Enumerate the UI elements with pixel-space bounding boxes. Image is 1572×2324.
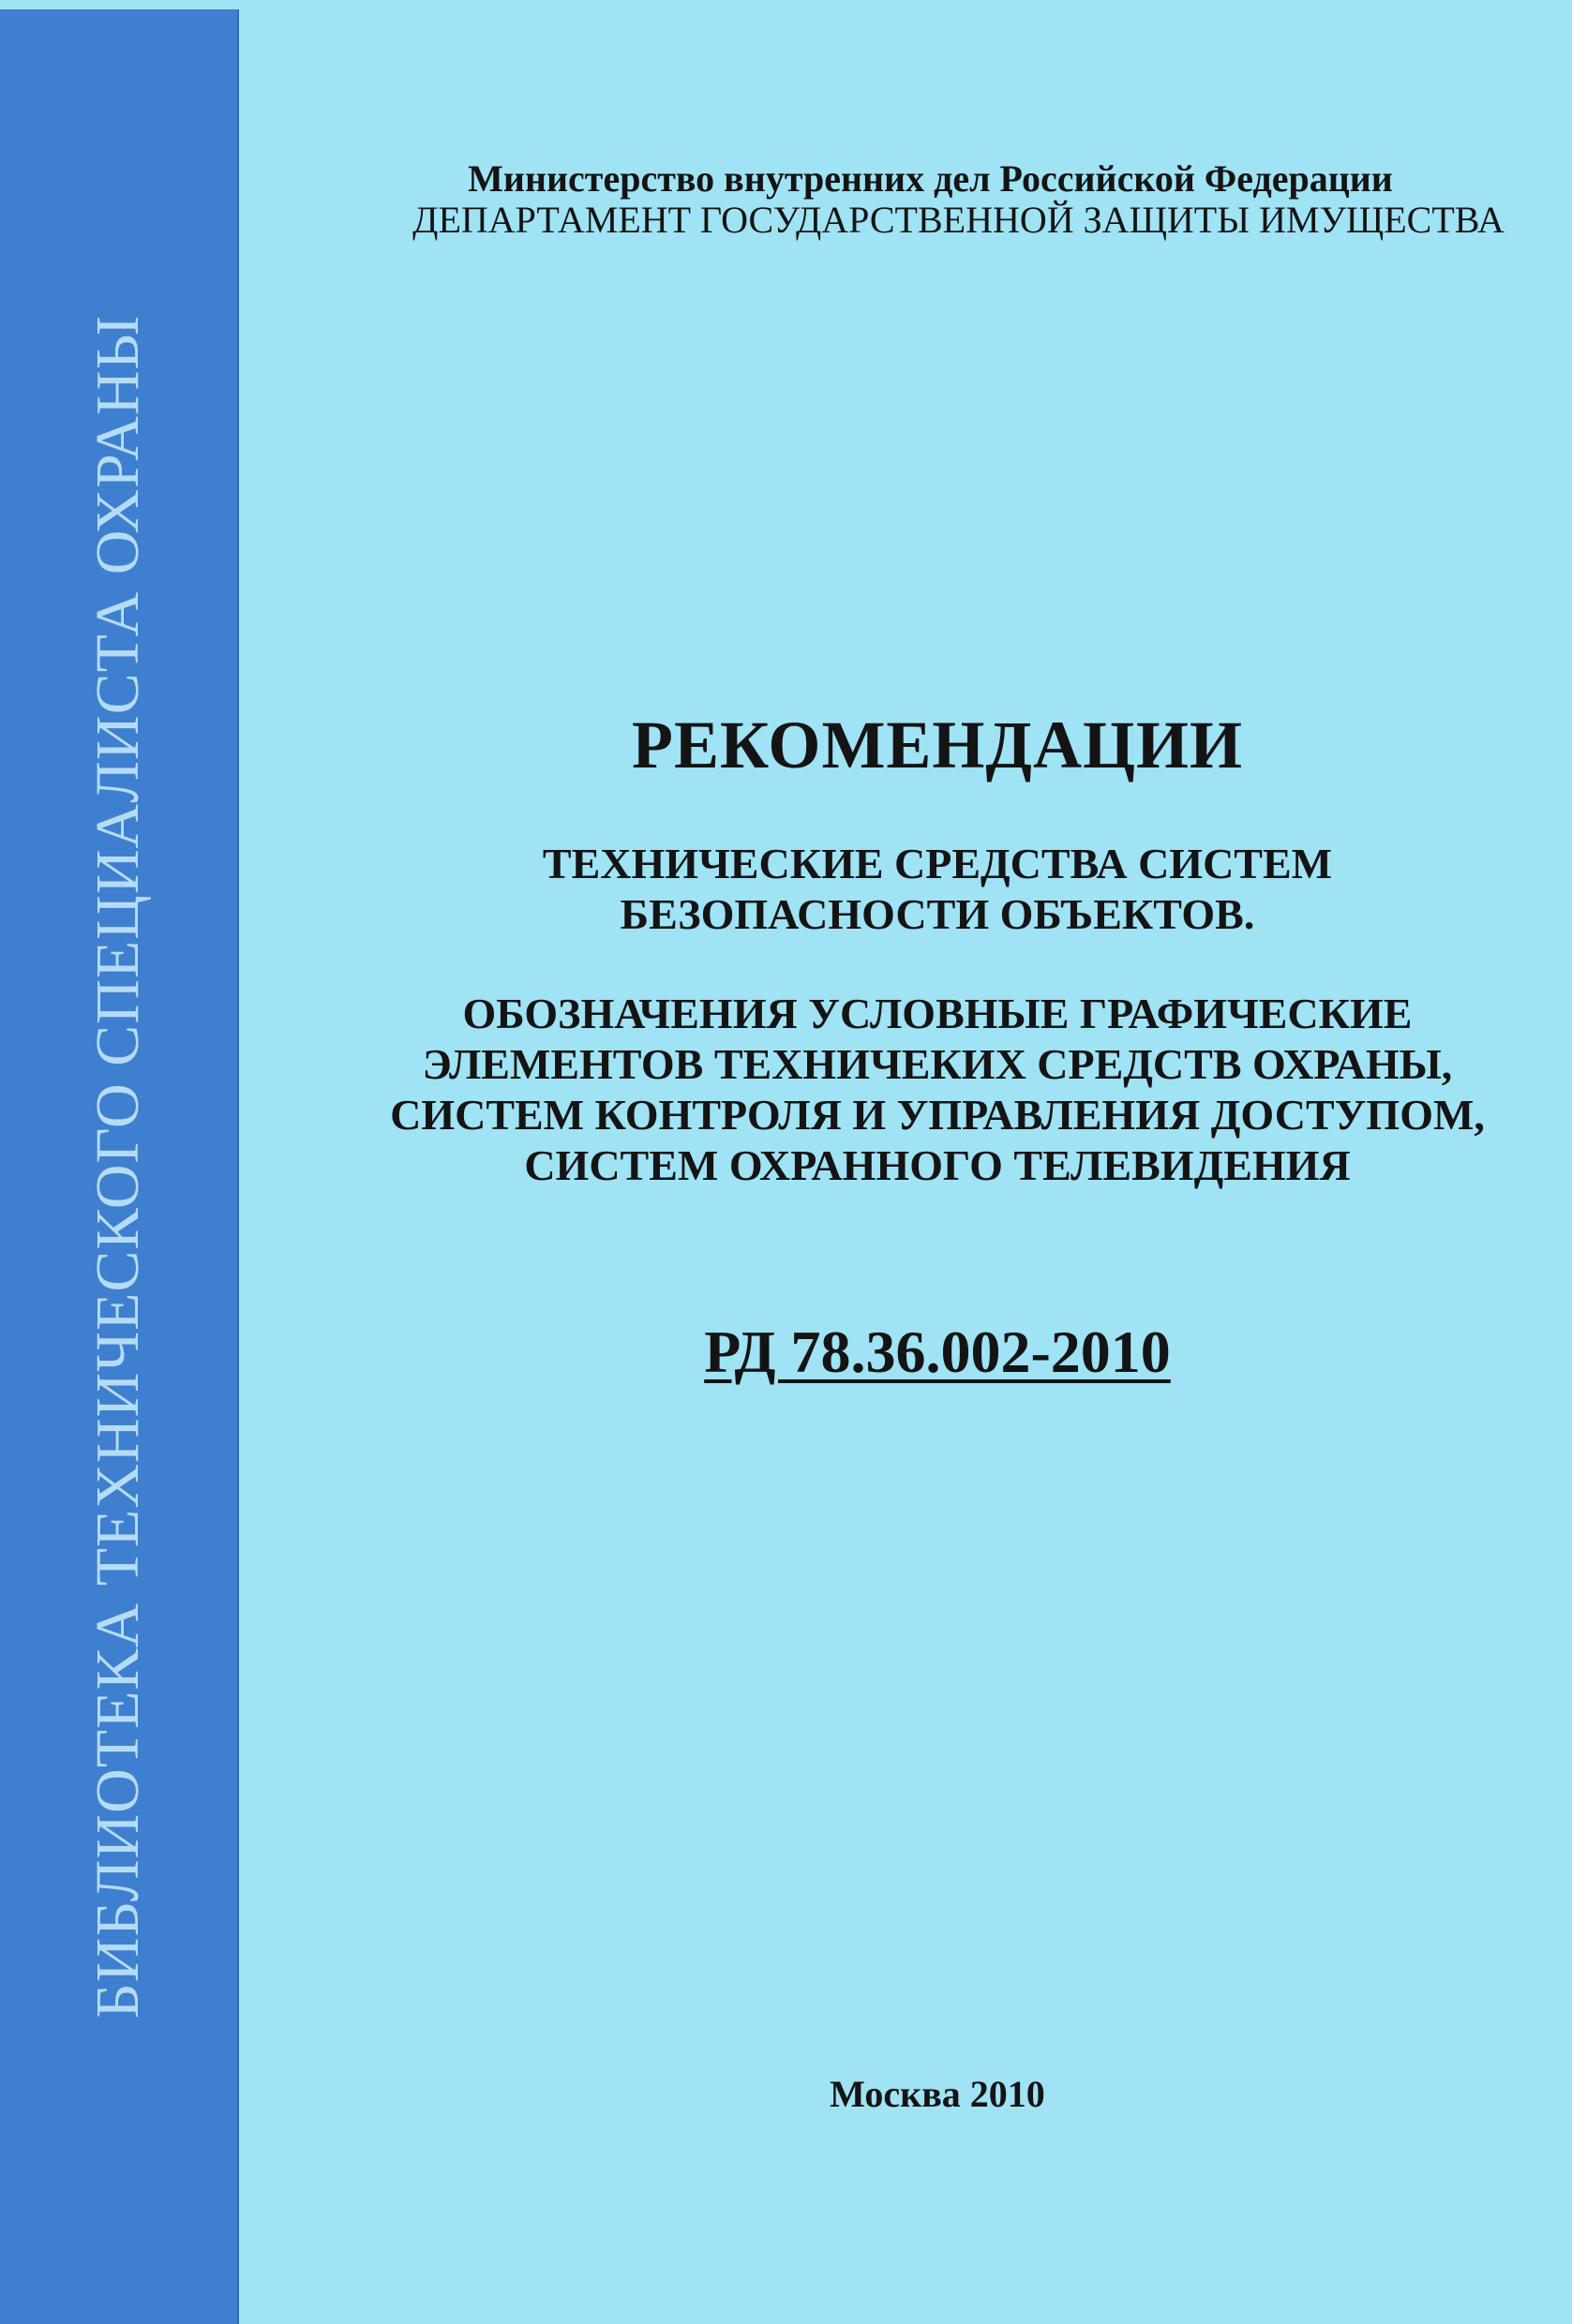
subtitle-line: ТЕХНИЧЕСКИЕ СРЕДСТВА СИСТЕМ (542, 840, 1333, 887)
document-title: РЕКОМЕНДАЦИИ (632, 708, 1243, 782)
document-code (237, 1317, 1572, 1388)
description-line: СИСТЕМ КОНТРОЛЯ И УПРАВЛЕНИЯ ДОСТУПОМ, (390, 1091, 1485, 1139)
spine-series-title: БИБЛИОТЕКА ТЕХНИЧЕСКОГО СПЕЦИАЛИСТА ОХРАНЫ (83, 314, 152, 2019)
subtitle-line: БЕЗОПАСНОСТИ ОБЪЕКТОВ. (620, 890, 1255, 938)
department-name: ДЕПАРТАМЕНТ ГОСУДАРСТВЕННОЙ ЗАЩИТЫ ИМУЩЕСТВА (412, 199, 1505, 241)
document-description (237, 989, 1572, 1191)
cover-spine (0, 9, 239, 2324)
description-line: ЭЛЕМЕНТОВ ТЕХНИЧЕКИХ СРЕДСТВ ОХРАНЫ, (422, 1040, 1453, 1088)
ministry-name: Министерство внутренних дел Российской Федерации (468, 157, 1393, 200)
document-subtitle (237, 839, 1572, 940)
document-code-text: РД 78.36.002-2010 (704, 1318, 1171, 1385)
description-line: СИСТЕМ ОХРАННОГО ТЕЛЕВИДЕНИЯ (524, 1141, 1351, 1189)
description-line: ОБОЗНАЧЕНИЯ УСЛОВНЫЕ ГРАФИЧЕСКИЕ (462, 990, 1413, 1037)
publication-place-year: Москва 2010 (830, 2073, 1045, 2115)
cover-content (237, 0, 1572, 2324)
